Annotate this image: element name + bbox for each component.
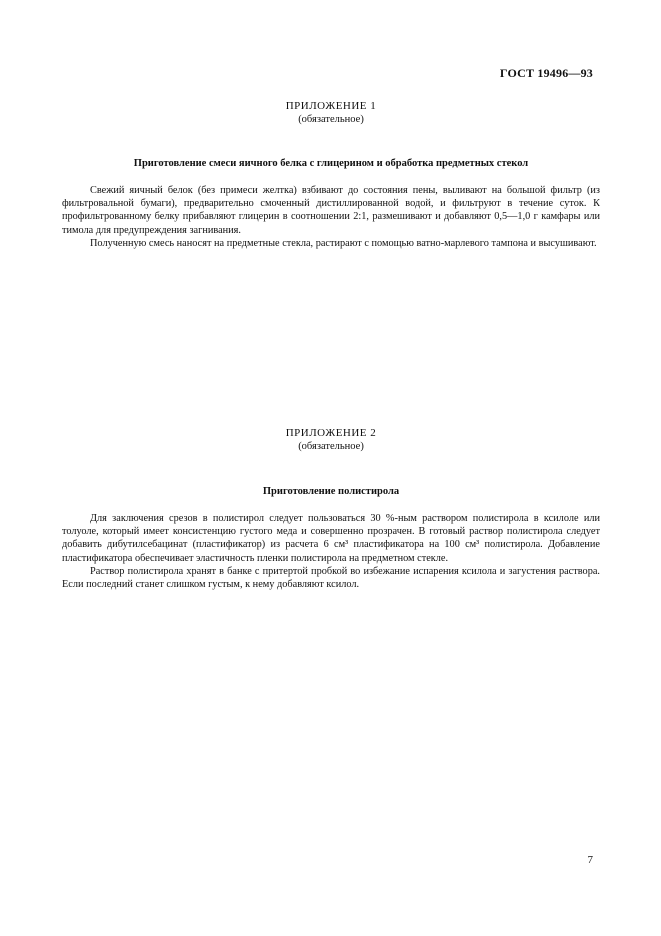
appendix-1-paragraph: Полученную смесь наносят на предметные стекла, растирают с помощью ватно-марлевого тампона и высушивают. xyxy=(90,237,597,249)
appendix-1-label xyxy=(62,100,600,126)
appendix-1-paragraph: Свежий яичный белок (без примеси желтка) взбивают до состояния пены, выливают на большой фильтр (из фильтровальной бумаги), предварительно смоченный дистиллированной водой, и фильтруют в течение суток. К профильтрованному белку прибавляют глицерин в соотношении 2:1, размешивают и добавляют 0,5—1,0 г камфары или тимола для предупреждения загнивания. xyxy=(62,185,600,236)
appendix-2-heading: Приготовление полистирола xyxy=(262,486,400,497)
appendix-1-body xyxy=(62,184,600,250)
document-code: ГОСТ 19496—93 xyxy=(499,66,593,80)
appendix-2-title: ПРИЛОЖЕНИЕ 2 xyxy=(285,427,377,439)
appendix-2-status: (обязательное) xyxy=(298,441,364,452)
appendix-2-paragraph: Для заключения срезов в полистирол следует пользоваться 30 %-ным раствором полистирола в ксилоле или толуоле, который имеет консистенцию густого меда и совершенно прозрачен. В готовый раствор полистирола следует добавить дибутилсебацинат (пластификатор) из расчета 6 см³ пластификатора на 100 см³ полистирола. Добавление пластификатора обеспечивает эластичность пленки полистирола на предметном стекле. xyxy=(62,513,600,564)
appendix-2-label xyxy=(62,427,600,453)
appendix-1-status: (обязательное) xyxy=(298,114,364,125)
page-number: 7 xyxy=(587,854,593,866)
appendix-1-heading: Приготовление смеси яичного белка с глицерином и обработка предметных стекол xyxy=(133,158,529,169)
appendix-2-paragraph: Раствор полистирола хранят в банке с притертой пробкой во избежание испарения ксилола и загустения раствора. Если последний станет слишком густым, к нему добавляют ксилол. xyxy=(62,565,600,591)
appendix-2-body xyxy=(62,512,600,591)
appendix-1-title: ПРИЛОЖЕНИЕ 1 xyxy=(285,100,377,112)
